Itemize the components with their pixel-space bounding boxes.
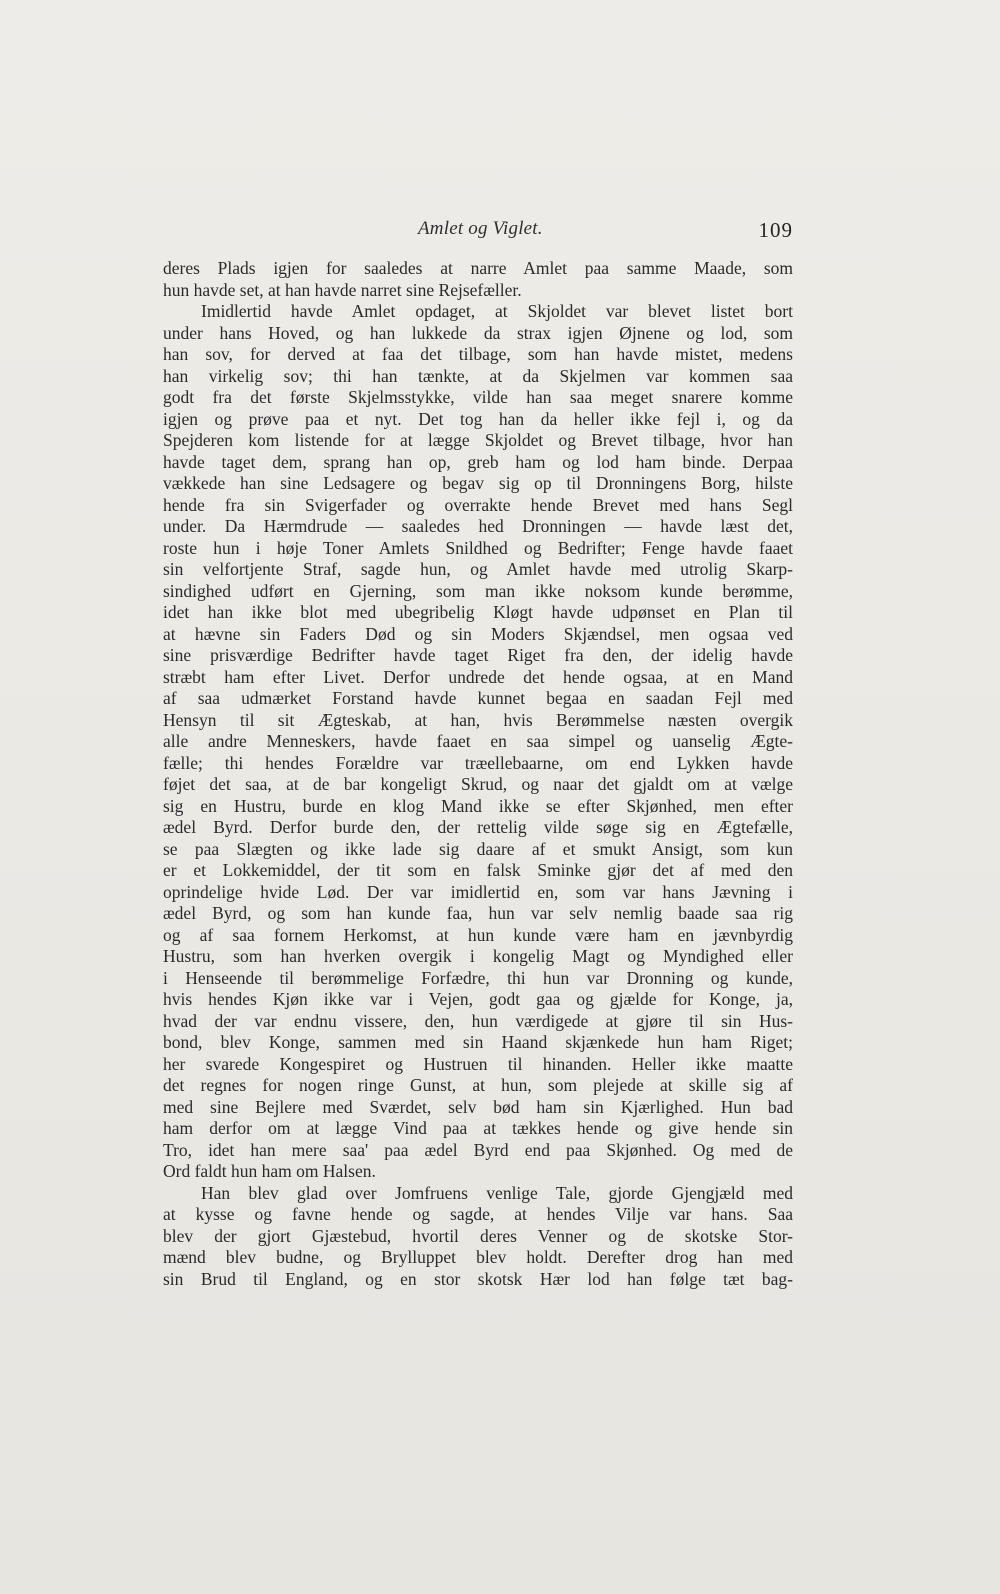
text-line: af saa udmærket Forstand havde kunnet begaa en saadan Fejl med — [163, 688, 793, 708]
text-line: godt fra det første Skjelmsstykke, vilde han saa meget snarere komme — [163, 387, 793, 407]
text-line: ædel Byrd. Derfor burde den, der rettelig vilde søge sig en Ægtefælle, — [163, 817, 793, 837]
text-line: at hævne sin Faders Død og sin Moders Skjændsel, men ogsaa ved — [163, 623, 793, 644]
text-line: igjen og prøve paa et nyt. Det tog han da heller ikke fejl i, og da — [163, 408, 793, 429]
text-line: alle andre Menneskers, havde faaet en saa simpel og uanselig Ægte- — [163, 731, 793, 751]
text-line: hende fra sin Svigerfader og overrakte hende Brevet med hans Segl — [163, 494, 793, 515]
text-line: ædel Byrd, og som han kunde faa, hun var selv nemlig baade saa rig — [163, 903, 793, 923]
text-line: med sine Bejlere med Sværdet, selv bød ham sin Kjærlighed. Hun bad — [163, 1096, 793, 1117]
running-title: Amlet og Viglet. — [418, 218, 543, 239]
text-line: under hans Hoved, og han lukkede da strax igjen Øjnene og lod, som — [163, 322, 793, 343]
text-line: sin Brud til England, og en stor skotsk Hær lod han følge tæt bag- — [163, 1268, 793, 1289]
text-line: mænd blev budne, og Brylluppet blev holdt. Derefter drog han med — [163, 1247, 793, 1267]
text-line: ham derfor om at lægge Vind paa at tækkes hende og give hende sin — [163, 1118, 793, 1138]
text-line: deres Plads igjen for saaledes at narre Amlet paa samme Maade, som — [163, 258, 793, 278]
text-line: og af saa fornem Herkomst, at hun kunde være ham en jævnbyrdig — [163, 924, 793, 945]
text-line: idet han ikke blot med ubegribelig Kløgt havde udpønset en Plan til — [163, 602, 793, 622]
text-line: i Henseende til berømmelige Forfædre, thi hun var Dronning og kunde, — [163, 967, 793, 988]
text-line: Ord faldt hun ham om Halsen. — [163, 1161, 376, 1181]
text-line: det regnes for nogen ringe Gunst, at hun, som plejede at skille sig af — [163, 1075, 793, 1095]
page-header — [163, 208, 793, 248]
text-line: hvad der var endnu vissere, den, hun værdigede at gjøre til sin Hus- — [163, 1010, 793, 1031]
text-line: havde taget dem, sprang han op, greb ham og lod ham binde. Derpaa — [163, 451, 793, 472]
text-line: Hustru, som han hverken overgik i kongelig Magt og Myndighed eller — [163, 946, 793, 966]
text-line: Han blev glad over Jomfruens venlige Tale, gjorde Gjengjæld med — [201, 1182, 793, 1203]
text-line: er et Lokkemiddel, der tit som en falsk Sminke gjør det af med den — [163, 860, 793, 880]
text-line: fælle; thi hendes Forældre var træellebaarne, om end Lykken havde — [163, 752, 793, 773]
body-text — [163, 258, 793, 1290]
text-line: hvis hendes Kjøn ikke var i Vejen, godt gaa og gjælde for Konge, ja, — [163, 989, 793, 1009]
text-line: han sov, for derved at faa det tilbage, som han havde mistet, medens — [163, 344, 793, 364]
text-line: blev der gjort Gjæstebud, hvortil deres Venner og de skotske Stor- — [163, 1225, 793, 1246]
text-line: sindighed udført en Gjerning, som man ikke noksom kunde berømme, — [163, 580, 793, 601]
text-line: sin velfortjente Straf, sagde hun, og Amlet havde med utrolig Skarp- — [163, 559, 793, 579]
text-line: Imidlertid havde Amlet opdaget, at Skjoldet var blevet listet bort — [201, 301, 793, 321]
text-line: roste hun i høje Toner Amlets Snildhed og Bedrifter; Fenge havde faaet — [163, 537, 793, 558]
text-line: her svarede Kongespiret og Hustruen til hinanden. Heller ikke maatte — [163, 1053, 793, 1074]
text-line: Spejderen kom listende for at lægge Skjoldet og Brevet tilbage, hvor han — [163, 430, 793, 450]
text-line: bond, blev Konge, sammen med sin Haand skjænkede hun ham Riget; — [163, 1032, 793, 1052]
text-line: vækkede han sine Ledsagere og begav sig op til Dronningens Borg, hilste — [163, 473, 793, 493]
text-line: føjet det saa, at de bar kongeligt Skrud, og naar det gjaldt om at vælge — [163, 774, 793, 794]
text-line: under. Da Hærmdrude — saaledes hed Dronningen — havde læst det, — [163, 516, 793, 536]
text-line: se paa Slægten og ikke lade sig daare af et smukt Ansigt, som kun — [163, 838, 793, 859]
text-line: Hensyn til sit Ægteskab, at han, hvis Berømmelse næsten overgik — [163, 709, 793, 730]
text-line: sine prisværdige Bedrifter havde taget Riget fra den, der idelig havde — [163, 645, 793, 665]
text-line: han virkelig sov; thi han tænkte, at da Skjelmen var kommen saa — [163, 365, 793, 386]
text-line: at kysse og favne hende og sagde, at hendes Vilje var hans. Saa — [163, 1204, 793, 1224]
text-line: hun havde set, at han havde narret sine Rejsefæller. — [163, 279, 522, 300]
text-line: Tro, idet han mere saa' paa ædel Byrd end paa Skjønhed. Og med de — [163, 1139, 793, 1160]
page-number: 109 — [758, 218, 793, 242]
text-line: oprindelige hvide Lød. Der var imidlertid en, som var hans Jævning i — [163, 881, 793, 902]
text-line: sig en Hustru, burde en klog Mand ikke se efter Skjønhed, men efter — [163, 795, 793, 816]
text-line: stræbt ham efter Livet. Derfor undrede det hende ogsaa, at en Mand — [163, 666, 793, 687]
